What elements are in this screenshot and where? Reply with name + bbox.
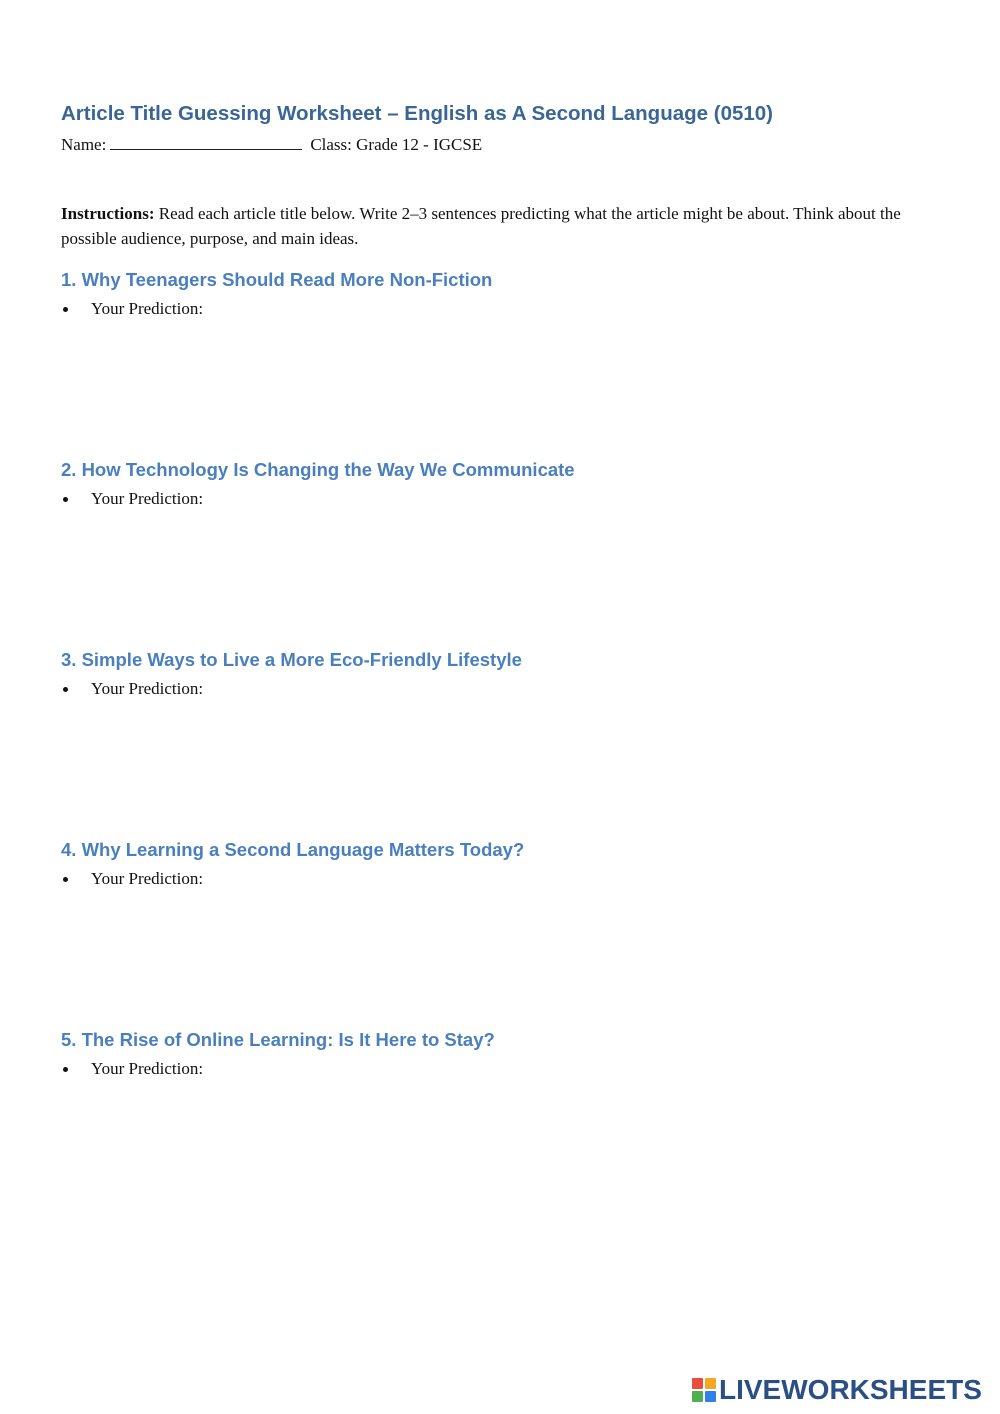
- prediction-prompt[interactable]: [61, 1057, 941, 1081]
- instructions: [61, 201, 941, 251]
- question-title: 5. The Rise of Online Learning: Is It Here to Stay?: [61, 1029, 495, 1050]
- prediction-label: Your Prediction:: [91, 489, 204, 508]
- prediction-prompt[interactable]: [61, 867, 941, 891]
- question-title: 4. Why Learning a Second Language Matters Today?: [61, 839, 525, 860]
- question-title: 3. Simple Ways to Live a More Eco-Friendly Lifestyle: [61, 649, 522, 670]
- prediction-prompt[interactable]: [61, 297, 941, 321]
- question-4: [61, 837, 941, 891]
- liveworksheets-logo: [692, 1374, 982, 1406]
- bullet-icon: [63, 687, 68, 692]
- logo-text: LIVEWORKSHEETS: [719, 1374, 982, 1405]
- question-3: [61, 647, 941, 701]
- question-5: [61, 1027, 941, 1081]
- name-class-line: [61, 135, 482, 155]
- prediction-prompt[interactable]: [61, 677, 941, 701]
- prediction-label: Your Prediction:: [91, 679, 204, 698]
- name-label: Name:: [61, 135, 107, 154]
- question-title: 1. Why Teenagers Should Read More Non-Fiction: [61, 269, 493, 290]
- question-2: [61, 457, 941, 511]
- bullet-icon: [63, 307, 68, 312]
- prediction-label: Your Prediction:: [91, 869, 204, 888]
- instructions-text: Read each article title below. Write 2–3 sentences predicting what the article might be about. Think about the possible audience, purpose, and main ideas.: [61, 204, 901, 248]
- class-label: Class: Grade 12 - IGCSE: [310, 135, 483, 154]
- bullet-icon: [63, 877, 68, 882]
- prediction-label: Your Prediction:: [91, 1059, 204, 1078]
- name-blank-line[interactable]: [110, 135, 302, 150]
- bullet-icon: [63, 497, 68, 502]
- instructions-label: Instructions:: [61, 204, 155, 223]
- question-1: [61, 267, 941, 321]
- prediction-label: Your Prediction:: [91, 299, 204, 318]
- liveworksheets-logo-icon: [692, 1378, 716, 1402]
- question-title: 2. How Technology Is Changing the Way We Communicate: [61, 459, 575, 480]
- bullet-icon: [63, 1067, 68, 1072]
- page-title: Article Title Guessing Worksheet – English as A Second Language (0510): [61, 102, 774, 125]
- prediction-prompt[interactable]: [61, 487, 941, 511]
